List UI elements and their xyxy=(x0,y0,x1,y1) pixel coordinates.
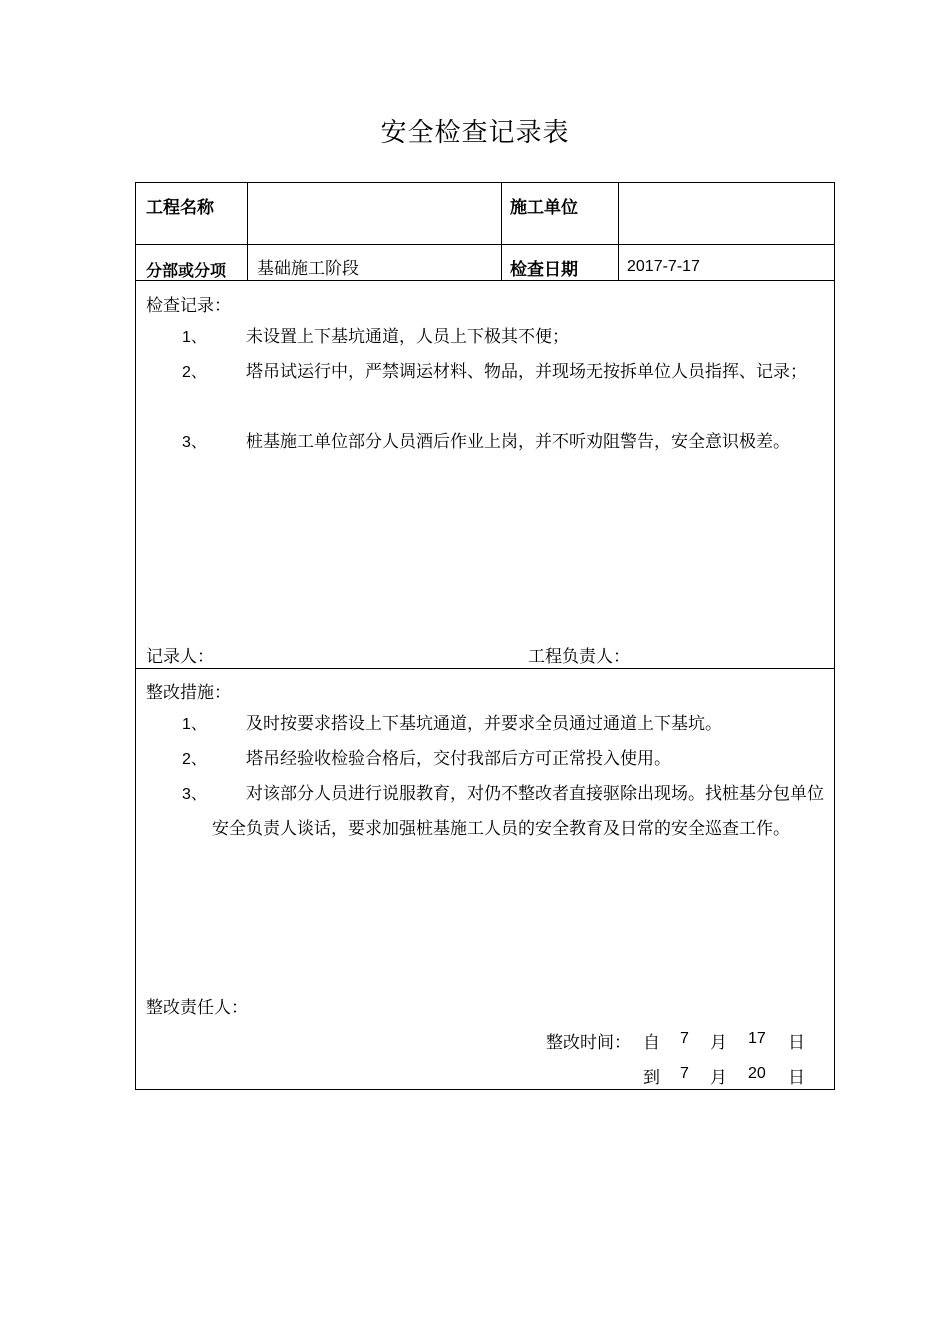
check-date-label: 检查日期 xyxy=(510,260,578,280)
month-word: 月 xyxy=(710,1033,727,1053)
to-day: 20 xyxy=(748,1065,766,1082)
day-word: 日 xyxy=(788,1033,805,1053)
recorder-label: 记录人： xyxy=(146,647,214,667)
row-divider xyxy=(136,244,834,245)
item-number: 1、 xyxy=(182,329,207,346)
column-divider xyxy=(618,183,619,280)
item-number: 2、 xyxy=(182,751,207,768)
subdivision-value: 基础施工阶段 xyxy=(257,259,359,279)
to-word: 到 xyxy=(643,1068,660,1088)
row-divider xyxy=(136,280,834,281)
subdivision-label: 分部或分项 xyxy=(146,261,227,280)
manager-label: 工程负责人： xyxy=(528,647,630,667)
from-month: 7 xyxy=(680,1030,689,1047)
item-text: 塔吊经验收检验合格后，交付我部后方可正常投入使用。 xyxy=(246,749,671,769)
rectification-time-to xyxy=(546,1063,826,1087)
construction-unit-label: 施工单位 xyxy=(510,198,578,218)
from-word: 自 xyxy=(643,1033,660,1053)
rectification-item xyxy=(146,707,826,742)
inspection-heading: 检查记录： xyxy=(146,296,231,316)
item-number: 3、 xyxy=(182,434,207,451)
inspection-form xyxy=(135,182,835,1090)
item-text: 及时按要求搭设上下基坑通道，并要求全员通过通道上下基坑。 xyxy=(246,714,722,734)
row-divider xyxy=(136,668,834,669)
rectification-item xyxy=(146,742,826,777)
rectification-heading: 整改措施： xyxy=(146,683,231,703)
item-text: 桩基施工单位部分人员酒后作业上岗，并不听劝阻警告，安全意识极差。 xyxy=(246,432,790,452)
time-label: 整改时间： xyxy=(546,1033,631,1053)
day-word: 日 xyxy=(788,1068,805,1088)
document-title: 安全检查记录表 xyxy=(380,118,570,148)
inspection-item xyxy=(146,425,826,460)
column-divider xyxy=(247,183,248,280)
rectification-item xyxy=(146,777,826,847)
to-month: 7 xyxy=(680,1065,689,1082)
item-text: 对该部分人员进行说服教育，对仍不整改者直接驱除出现场。找桩基分包单位安全负责人谈话，要求加强桩基施工人员的安全教育及日常的安全巡查工作。 xyxy=(212,784,824,839)
check-date-value: 2017-7-17 xyxy=(627,258,700,275)
item-number: 1、 xyxy=(182,716,207,733)
rectification-time-from xyxy=(546,1028,826,1052)
responsible-person-label: 整改责任人： xyxy=(146,998,248,1018)
item-text: 未设置上下基坑通道，人员上下极其不便； xyxy=(246,327,569,347)
inspection-item xyxy=(146,320,826,355)
item-number: 2、 xyxy=(182,364,207,381)
project-name-label: 工程名称 xyxy=(146,198,214,218)
month-word: 月 xyxy=(710,1068,727,1088)
inspection-item xyxy=(146,355,826,390)
column-divider xyxy=(501,183,502,280)
item-text: 塔吊试运行中，严禁调运材料、物品，并现场无按拆单位人员指挥、记录； xyxy=(246,362,807,382)
item-number: 3、 xyxy=(182,786,207,803)
from-day: 17 xyxy=(748,1030,766,1047)
